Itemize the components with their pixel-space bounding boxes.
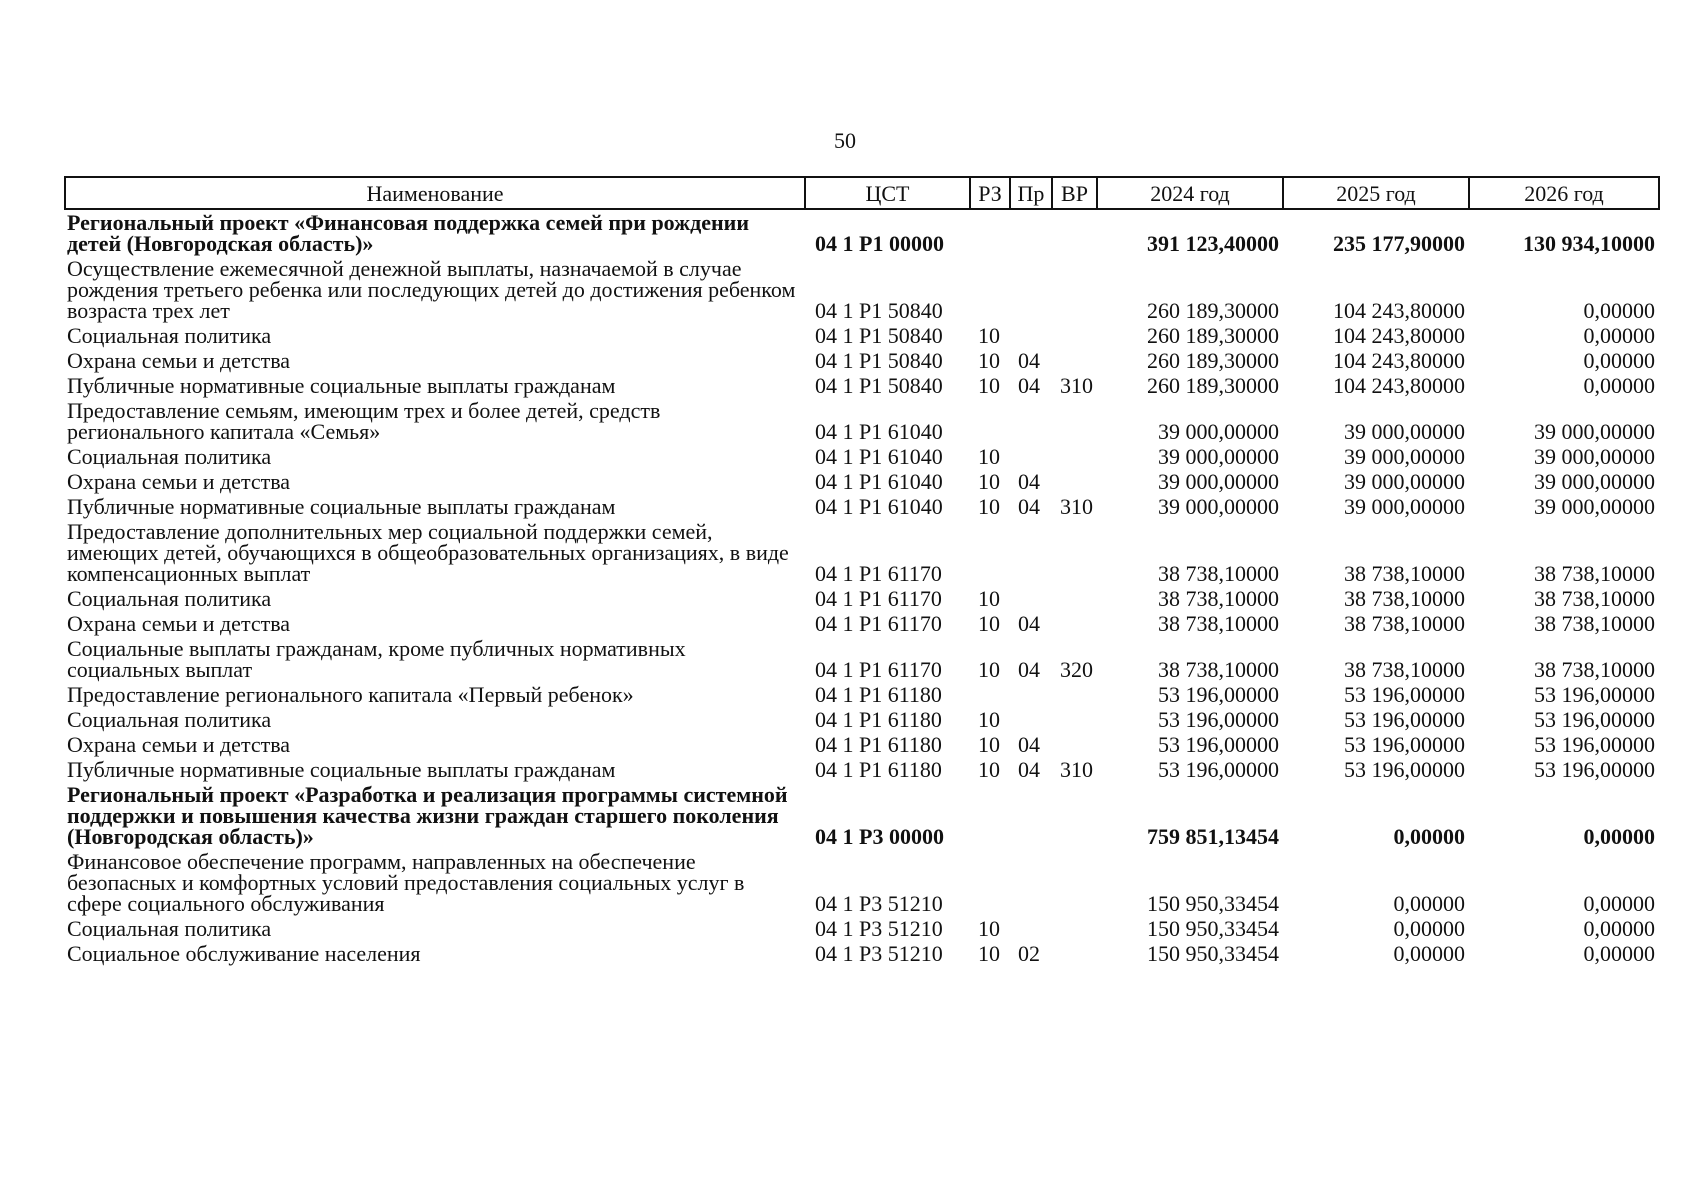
row-pr: 04: [1018, 469, 1040, 494]
row-name: Социальная политика: [67, 323, 272, 348]
row-rz: 10: [978, 586, 1000, 611]
row-name: Социальные выплаты гражданам, кроме публичных нормативных социальных выплат: [67, 636, 686, 682]
row-amount-2026: 0,00000: [1583, 916, 1655, 941]
row-rz: 10: [978, 611, 1000, 636]
row-vr: 310: [1060, 494, 1093, 519]
row-vr: [1052, 519, 1097, 586]
row-vr: [1052, 469, 1097, 494]
row-pr: [1010, 707, 1052, 732]
row-name: Предоставление регионального капитала «Первый ребенок»: [67, 682, 634, 707]
header-2026: 2026 год: [1469, 177, 1659, 209]
table-row: [65, 444, 1659, 469]
row-vr: [1052, 849, 1097, 916]
row-pr: 02: [1018, 941, 1040, 966]
row-amount-2025: 104 243,80000: [1333, 373, 1465, 398]
row-vr: 320: [1060, 657, 1093, 682]
row-rz: 10: [978, 348, 1000, 373]
row-vr: [1052, 782, 1097, 849]
row-rz: [970, 849, 1010, 916]
row-amount-2026: 0,00000: [1583, 891, 1655, 916]
row-amount-2025: 0,00000: [1393, 941, 1465, 966]
row-cst: 04 1 Р1 61040: [815, 419, 943, 444]
table-row: [65, 373, 1659, 398]
table-row: [65, 469, 1659, 494]
row-vr: 310: [1060, 373, 1093, 398]
row-amount-2026: 38 738,10000: [1534, 586, 1655, 611]
row-name: Публичные нормативные социальные выплаты гражданам: [67, 494, 616, 519]
row-amount-2024: 39 000,00000: [1158, 469, 1279, 494]
row-pr: [1010, 323, 1052, 348]
row-cst: 04 1 Р1 61040: [815, 494, 943, 519]
row-cst: 04 1 Р1 61170: [815, 561, 942, 586]
row-amount-2025: 104 243,80000: [1333, 348, 1465, 373]
row-pr: 04: [1018, 732, 1040, 757]
row-amount-2024: 53 196,00000: [1158, 682, 1279, 707]
row-rz: [970, 209, 1010, 256]
row-rz: 10: [978, 732, 1000, 757]
row-vr: [1052, 732, 1097, 757]
row-cst: 04 1 Р3 51210: [815, 941, 943, 966]
row-rz: [970, 256, 1010, 323]
row-amount-2026: 0,00000: [1583, 298, 1655, 323]
header-2025: 2025 год: [1283, 177, 1469, 209]
row-rz: 10: [978, 373, 1000, 398]
row-amount-2025: 104 243,80000: [1333, 323, 1465, 348]
table-row: [65, 323, 1659, 348]
row-amount-2025: 104 243,80000: [1333, 298, 1465, 323]
row-amount-2026: 53 196,00000: [1534, 707, 1655, 732]
table-row: [65, 398, 1659, 444]
row-cst: 04 1 Р3 00000: [815, 824, 944, 849]
table-row: [65, 916, 1659, 941]
row-amount-2024: 150 950,33454: [1147, 916, 1279, 941]
row-amount-2024: 38 738,10000: [1158, 611, 1279, 636]
row-amount-2026: 39 000,00000: [1534, 469, 1655, 494]
row-amount-2024: 260 189,30000: [1147, 348, 1279, 373]
row-vr: [1052, 323, 1097, 348]
row-rz: 10: [978, 657, 1000, 682]
table-row: [65, 941, 1659, 966]
row-cst: 04 1 Р3 51210: [815, 891, 943, 916]
row-rz: 10: [978, 494, 1000, 519]
row-amount-2024: 53 196,00000: [1158, 707, 1279, 732]
row-rz: [970, 682, 1010, 707]
row-amount-2026: 0,00000: [1583, 348, 1655, 373]
row-amount-2024: 391 123,40000: [1147, 231, 1279, 256]
row-pr: [1010, 849, 1052, 916]
row-name: Публичные нормативные социальные выплаты гражданам: [67, 757, 616, 782]
row-name: Охрана семьи и детства: [67, 611, 291, 636]
row-cst: 04 1 Р1 61180: [815, 707, 942, 732]
row-amount-2024: 260 189,30000: [1147, 373, 1279, 398]
row-name: Публичные нормативные социальные выплаты гражданам: [67, 373, 616, 398]
header-2024: 2024 год: [1097, 177, 1283, 209]
row-cst: 04 1 Р1 00000: [815, 231, 944, 256]
row-amount-2026: 0,00000: [1583, 373, 1655, 398]
row-amount-2024: 759 851,13454: [1147, 824, 1279, 849]
row-name: Социальная политика: [67, 707, 272, 732]
row-name: Охрана семьи и детства: [67, 732, 291, 757]
row-cst: 04 1 Р1 61180: [815, 682, 942, 707]
row-amount-2024: 260 189,30000: [1147, 298, 1279, 323]
table-row: [65, 209, 1659, 256]
row-name: Социальная политика: [67, 916, 272, 941]
table-row: [65, 519, 1659, 586]
row-cst: 04 1 Р1 50840: [815, 323, 943, 348]
row-amount-2024: 38 738,10000: [1158, 586, 1279, 611]
row-cst: 04 1 Р1 61040: [815, 469, 943, 494]
row-amount-2025: 39 000,00000: [1344, 419, 1465, 444]
row-vr: [1052, 444, 1097, 469]
row-vr: [1052, 941, 1097, 966]
row-cst: 04 1 Р1 61180: [815, 732, 942, 757]
row-name: Охрана семьи и детства: [67, 348, 291, 373]
row-cst: 04 1 Р1 61170: [815, 611, 942, 636]
row-amount-2024: 150 950,33454: [1147, 891, 1279, 916]
row-cst: 04 1 Р1 61180: [815, 757, 942, 782]
row-vr: [1052, 348, 1097, 373]
row-amount-2024: 39 000,00000: [1158, 494, 1279, 519]
row-amount-2024: 39 000,00000: [1158, 419, 1279, 444]
row-vr: [1052, 682, 1097, 707]
row-cst: 04 1 Р1 61170: [815, 586, 942, 611]
table-row: [65, 636, 1659, 682]
row-name: Предоставление семьям, имеющим трех и более детей, средств регионального капитала «Семья»: [67, 398, 661, 444]
table-row: [65, 586, 1659, 611]
row-vr: [1052, 707, 1097, 732]
row-rz: [970, 782, 1010, 849]
row-amount-2025: 39 000,00000: [1344, 494, 1465, 519]
row-vr: [1052, 209, 1097, 256]
row-amount-2026: 0,00000: [1583, 941, 1655, 966]
row-cst: 04 1 Р1 61040: [815, 444, 943, 469]
row-rz: 10: [978, 469, 1000, 494]
row-amount-2026: 53 196,00000: [1534, 732, 1655, 757]
row-amount-2025: 0,00000: [1393, 824, 1465, 849]
header-name: Наименование: [65, 177, 805, 209]
row-amount-2024: 53 196,00000: [1158, 757, 1279, 782]
row-amount-2025: 38 738,10000: [1344, 611, 1465, 636]
row-vr: [1052, 611, 1097, 636]
table-row: [65, 682, 1659, 707]
row-rz: [970, 519, 1010, 586]
row-vr: [1052, 398, 1097, 444]
row-vr: 310: [1060, 757, 1093, 782]
row-amount-2024: 150 950,33454: [1147, 941, 1279, 966]
row-amount-2026: 53 196,00000: [1534, 682, 1655, 707]
page-number: 50: [834, 128, 856, 153]
row-name: Социальное обслуживание населения: [67, 941, 421, 966]
row-name: Осуществление ежемесячной денежной выплаты, назначаемой в случае рождения третьего ребенка или последующих детей до достижения ребенком возраста трех лет: [67, 256, 796, 323]
row-amount-2025: 0,00000: [1393, 916, 1465, 941]
table-row: [65, 732, 1659, 757]
row-pr: [1010, 682, 1052, 707]
header-vr: ВР: [1052, 177, 1097, 209]
row-amount-2024: 38 738,10000: [1158, 561, 1279, 586]
row-pr: [1010, 256, 1052, 323]
row-cst: 04 1 Р1 61170: [815, 657, 942, 682]
header-rz: РЗ: [970, 177, 1010, 209]
row-cst: 04 1 Р1 50840: [815, 348, 943, 373]
row-cst: 04 1 Р1 50840: [815, 373, 943, 398]
table-body: [65, 209, 1659, 966]
budget-table: [64, 176, 1660, 966]
row-name: Социальная политика: [67, 586, 272, 611]
row-amount-2024: 53 196,00000: [1158, 732, 1279, 757]
row-amount-2026: 39 000,00000: [1534, 444, 1655, 469]
row-rz: 10: [978, 757, 1000, 782]
table-row: [65, 256, 1659, 323]
row-amount-2025: 38 738,10000: [1344, 586, 1465, 611]
header-cst: ЦСТ: [805, 177, 970, 209]
row-amount-2026: 0,00000: [1583, 824, 1655, 849]
row-amount-2026: 39 000,00000: [1534, 494, 1655, 519]
row-pr: 04: [1018, 494, 1040, 519]
row-name: Охрана семьи и детства: [67, 469, 291, 494]
row-pr: [1010, 782, 1052, 849]
row-vr: [1052, 916, 1097, 941]
row-rz: [970, 398, 1010, 444]
row-amount-2026: 53 196,00000: [1534, 757, 1655, 782]
row-amount-2026: 38 738,10000: [1534, 657, 1655, 682]
table-row: [65, 348, 1659, 373]
table-row: [65, 849, 1659, 916]
row-rz: 10: [978, 707, 1000, 732]
row-name: Региональный проект «Разработка и реализация программы системной поддержки и повышения качества жизни граждан старшего поколения (Новгородская область)»: [67, 782, 788, 849]
row-amount-2026: 38 738,10000: [1534, 611, 1655, 636]
row-amount-2026: 0,00000: [1583, 323, 1655, 348]
row-name: Социальная политика: [67, 444, 272, 469]
row-pr: [1010, 209, 1052, 256]
row-pr: [1010, 916, 1052, 941]
row-amount-2025: 0,00000: [1393, 891, 1465, 916]
row-amount-2024: 260 189,30000: [1147, 323, 1279, 348]
row-amount-2025: 235 177,90000: [1333, 231, 1465, 256]
table-row: [65, 757, 1659, 782]
row-amount-2024: 38 738,10000: [1158, 657, 1279, 682]
table-header-row: [65, 177, 1659, 209]
row-amount-2026: 39 000,00000: [1534, 419, 1655, 444]
row-amount-2025: 53 196,00000: [1344, 732, 1465, 757]
row-amount-2025: 53 196,00000: [1344, 757, 1465, 782]
row-amount-2024: 39 000,00000: [1158, 444, 1279, 469]
row-cst: 04 1 Р1 50840: [815, 298, 943, 323]
row-rz: 10: [978, 916, 1000, 941]
row-vr: [1052, 586, 1097, 611]
row-amount-2025: 38 738,10000: [1344, 657, 1465, 682]
row-amount-2026: 38 738,10000: [1534, 561, 1655, 586]
row-rz: 10: [978, 941, 1000, 966]
row-pr: 04: [1018, 348, 1040, 373]
row-amount-2025: 39 000,00000: [1344, 444, 1465, 469]
row-pr: [1010, 444, 1052, 469]
row-rz: 10: [978, 444, 1000, 469]
table-row: [65, 707, 1659, 732]
row-amount-2025: 53 196,00000: [1344, 707, 1465, 732]
row-pr: 04: [1018, 611, 1040, 636]
row-rz: 10: [978, 323, 1000, 348]
row-name: Финансовое обеспечение программ, направленных на обеспечение безопасных и комфортных условий предоставления социальных услуг в сфере социального обслуживания: [67, 849, 745, 916]
table-row: [65, 494, 1659, 519]
row-name: Предоставление дополнительных мер социальной поддержки семей, имеющих детей, обучающихся в общеобразовательных организациях, в виде компенсационных выплат: [67, 519, 789, 586]
row-pr: [1010, 519, 1052, 586]
table-row: [65, 611, 1659, 636]
row-vr: [1052, 256, 1097, 323]
row-pr: [1010, 398, 1052, 444]
row-pr: 04: [1018, 373, 1040, 398]
header-pr: Пр: [1010, 177, 1052, 209]
row-amount-2025: 38 738,10000: [1344, 561, 1465, 586]
row-amount-2025: 39 000,00000: [1344, 469, 1465, 494]
row-amount-2026: 130 934,10000: [1523, 231, 1655, 256]
row-pr: [1010, 586, 1052, 611]
row-pr: 04: [1018, 657, 1040, 682]
row-pr: 04: [1018, 757, 1040, 782]
row-amount-2025: 53 196,00000: [1344, 682, 1465, 707]
row-name: Региональный проект «Финансовая поддержка семей при рождении детей (Новгородская область)»: [67, 210, 749, 256]
row-cst: 04 1 Р3 51210: [815, 916, 943, 941]
table-row: [65, 782, 1659, 849]
